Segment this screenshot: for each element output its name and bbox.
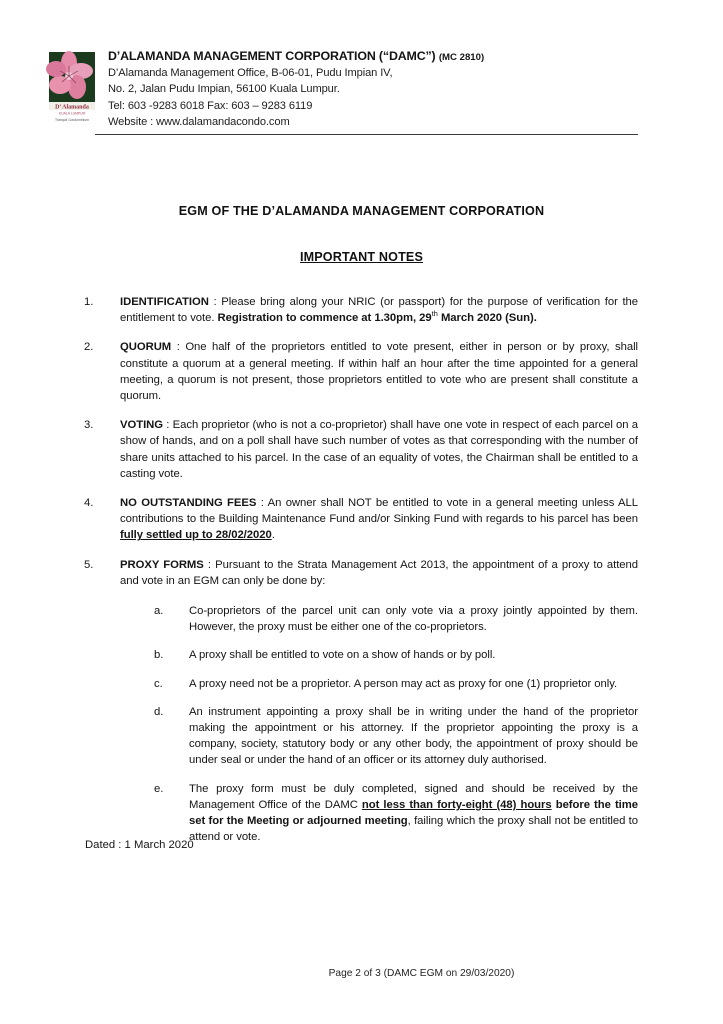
note-item-identification bbox=[84, 294, 638, 326]
note-item-voting bbox=[84, 417, 638, 482]
note-marker: 1. bbox=[84, 296, 94, 308]
sub-item-text-start: The proxy form must be duly completed, signed and should be received by the Management Office of the DAMC bbox=[189, 782, 638, 811]
organisation-name: D’ALAMANDA MANAGEMENT CORPORATION (“DAMC”) bbox=[108, 49, 436, 63]
website-line: Website : www.dalamandacondo.com bbox=[108, 116, 290, 129]
note-text-end: . bbox=[271, 529, 275, 542]
svg-text:D’ Alamanda: D’ Alamanda bbox=[55, 104, 89, 111]
address-line-2: No. 2, Jalan Pudu Impian, 56100 Kuala Lumpur. bbox=[108, 83, 340, 96]
note-text-bold: Registration to commence at 1.30pm, 29 bbox=[217, 312, 432, 325]
note-text: : An owner shall NOT be entitled to vote in a general meeting unless ALL contributions to the Building Maintenance Fund and/or Sinking Fund with regards to his parcel has been bbox=[120, 497, 639, 526]
sub-item-text: A proxy need not be a proprietor. A person may act as proxy for one (1) proprietor only. bbox=[189, 677, 618, 690]
note-marker: 5. bbox=[84, 558, 94, 571]
sub-item-marker: d. bbox=[154, 705, 164, 718]
note-marker: 4. bbox=[84, 497, 94, 510]
sub-item-text: A proxy shall be entitled to vote on a show of hands or by poll. bbox=[189, 649, 496, 662]
sub-item-marker: e. bbox=[154, 782, 164, 795]
address-line-1: D’Alamanda Management Office, B-06-01, Pudu Impian IV, bbox=[108, 67, 393, 79]
svg-text:KUALA LUMPUR: KUALA LUMPUR bbox=[58, 111, 86, 116]
dalamanda-flower-logo-icon bbox=[46, 50, 98, 126]
proxy-sub-item-d bbox=[154, 704, 638, 769]
sub-item-marker: a. bbox=[154, 605, 164, 618]
proxy-sub-item-a bbox=[154, 603, 638, 635]
note-label: NO OUTSTANDING FEES bbox=[120, 497, 257, 510]
letterhead bbox=[46, 48, 646, 131]
note-body bbox=[120, 417, 638, 482]
note-body bbox=[120, 557, 638, 858]
sub-item-text: Co-proprietors of the parcel unit can only vote via a proxy jointly appointed by them. However, the proxy must be either one of the co-proprietors. bbox=[189, 605, 638, 634]
sub-item-text: An instrument appointing a proxy shall be in writing under the hand of the proprietor making the appointment or his attorney. If the proprietor appointing the proxy is a company, society, statutory body or any other body, the appointment of proxy should be under seal or under the hand of an officer or its attorney duly authorised. bbox=[189, 705, 638, 767]
note-text: : One half of the proprietors entitled to vote present, either in person or by proxy, shall constitute a quorum at a general meeting. If within half an hour after the time appointed for a general meeting, a quorum is not present, those proprietors entitled to vote who are present shall constitute a quorum. bbox=[120, 341, 638, 403]
note-item-quorum bbox=[84, 339, 638, 404]
sub-item-text-emphasis: not less than forty-eight (48) hours bbox=[361, 798, 552, 811]
sub-item-text bbox=[189, 781, 638, 846]
proxy-sub-item-e bbox=[154, 781, 638, 846]
header-divider bbox=[95, 134, 638, 135]
note-text: : Each proprietor (who is not a co-proprietor) shall have one vote in respect of each parcel on a show of hands, and on a poll shall have such number of votes as that corresponding with the number of share units attached to his parcel. In the case of an equality of votes, the Chairman shall be entitled to a casting vote. bbox=[120, 419, 638, 480]
proxy-sub-item-c bbox=[154, 676, 638, 692]
page-subtitle bbox=[0, 250, 723, 264]
page-footer: Page 2 of 3 (DAMC EGM on 29/03/2020) bbox=[328, 968, 515, 979]
note-item-no-outstanding-fees bbox=[84, 495, 638, 544]
note-label: PROXY FORMS bbox=[120, 558, 204, 571]
proxy-sub-item-b bbox=[154, 647, 638, 663]
page-title: EGM OF THE D’ALAMANDA MANAGEMENT CORPORATION bbox=[178, 204, 545, 218]
sub-item-text-end: , failing which the proxy shall not be entitled to attend or vote. bbox=[189, 815, 639, 844]
letterhead-text-block bbox=[108, 48, 484, 131]
note-body bbox=[120, 339, 638, 404]
note-text-emphasis: fully settled up to 28/02/2020 bbox=[120, 529, 272, 542]
contact-line: Tel: 603 -9283 6018 Fax: 603 – 9283 6119 bbox=[108, 99, 313, 112]
registration-number: (MC 2810) bbox=[438, 52, 485, 63]
notes-list bbox=[84, 294, 638, 870]
dated-line: Dated : 1 March 2020 bbox=[85, 839, 194, 851]
sub-item-text-bold: before the time set for the Meeting or adjourned meeting bbox=[189, 798, 638, 828]
note-text: : Pursuant to the Strata Management Act 2013, the appointment of a proxy to attend and vote in an EGM can only be done by: bbox=[120, 558, 638, 587]
note-text-bold-cont: March 2020 (Sun). bbox=[437, 312, 537, 325]
note-label: VOTING bbox=[120, 419, 164, 432]
proxy-sub-list bbox=[154, 603, 638, 845]
sub-item-marker: c. bbox=[154, 677, 163, 690]
note-marker: 3. bbox=[84, 419, 94, 432]
note-text: : Please bring along your NRIC (or passport) for the purpose of verification for the entitlement to vote. bbox=[120, 296, 638, 325]
note-body bbox=[120, 294, 638, 326]
svg-text:Tranquil Condominium: Tranquil Condominium bbox=[55, 118, 89, 122]
note-item-proxy-forms bbox=[84, 557, 638, 858]
note-label: QUORUM bbox=[120, 341, 172, 354]
note-marker: 2. bbox=[84, 341, 94, 354]
note-body bbox=[120, 495, 638, 544]
page-subtitle-text: IMPORTANT NOTES bbox=[299, 250, 424, 264]
organisation-name-line bbox=[108, 49, 484, 65]
note-label: IDENTIFICATION bbox=[120, 296, 209, 308]
sub-item-marker: b. bbox=[154, 649, 164, 662]
note-ordinal-suffix: th bbox=[431, 309, 438, 319]
